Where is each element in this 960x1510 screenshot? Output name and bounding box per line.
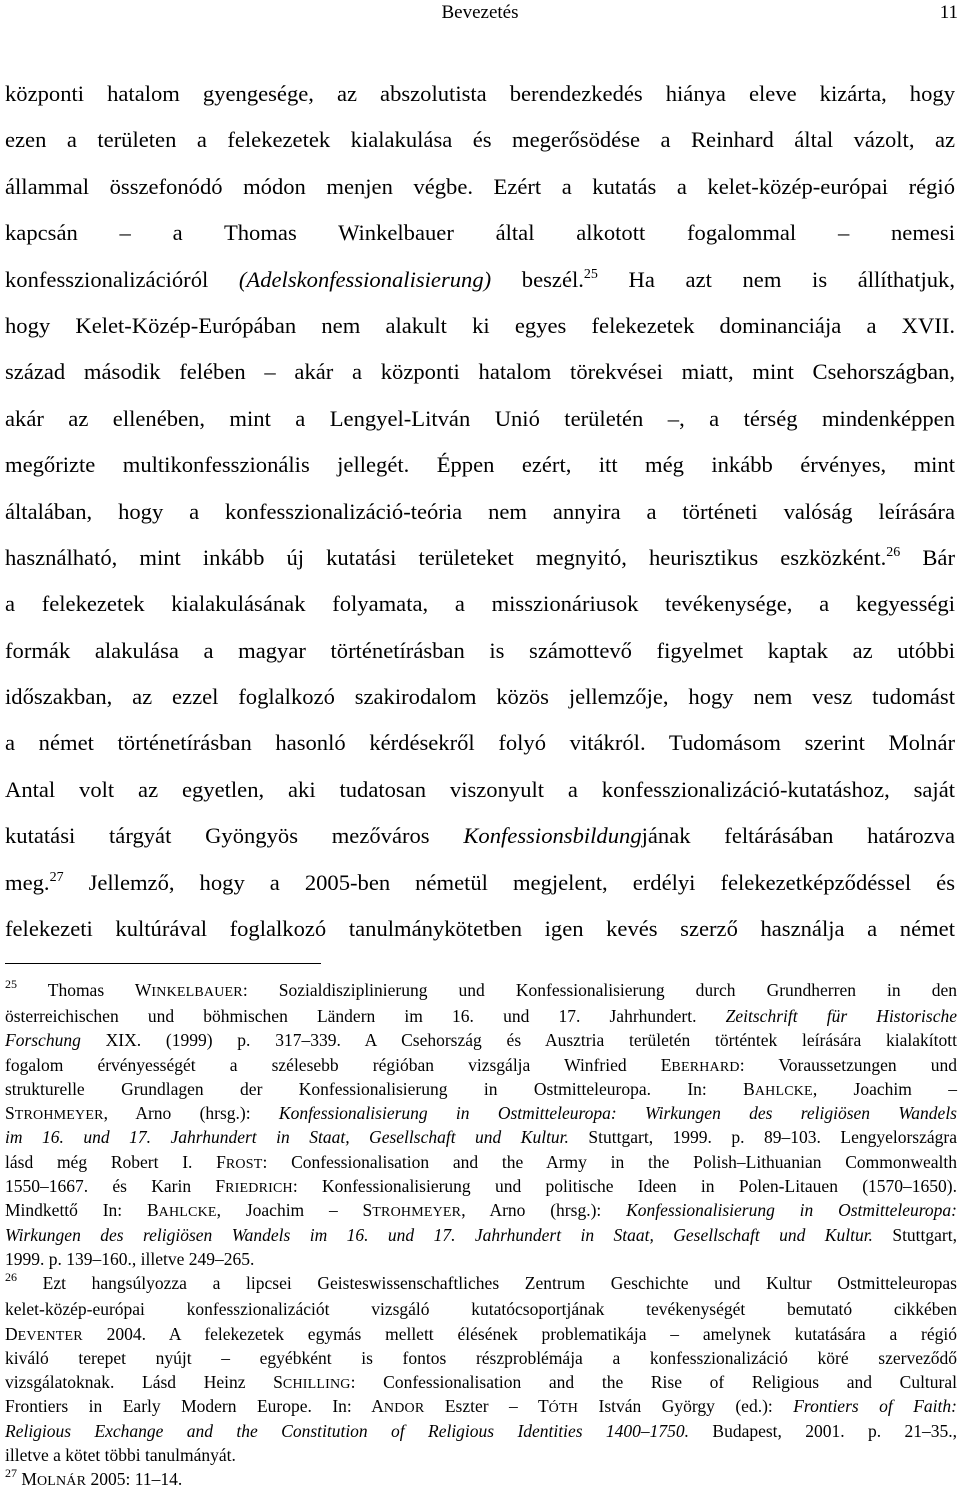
main-text — [5, 71, 955, 952]
text-line: állammal összefonódó módon menjen végbe. Ezért a kutatás a kelet-közép-európai régió — [5, 173, 955, 199]
text-line: formák alakulása a magyar történetírásban is számottevő figyelmet kaptak az utóbbi — [5, 637, 955, 663]
footnote-separator — [5, 963, 321, 964]
text-line: megőrizte multikonfesszionális jellegét. Éppen ezért, itt még inkább érvényes, mint — [5, 452, 955, 478]
footnote-line: Mindkettő In: BAHLCKE, Joachim – STROHMEYER, Arno (hrsg.): Konfessionalisierung in Ostmitteleuropa: — [5, 1200, 958, 1221]
footnote-line: 1550–1667. és Karin FRIEDRICH: Konfessionalisierung und politische Ideen in Polen-Litauen (1570–1650). — [5, 1176, 958, 1197]
text-line: felekezeti kultúrával foglalkozó tanulmánykötetben igen kevés szerző használja a német — [5, 916, 955, 942]
footnote-line: $^{25}$ Thomas WINKELBAUER: Sozialdisziplinierung und Konfessionalisierung durch Grundherren in den — [5, 977, 957, 1000]
footnotes — [5, 978, 957, 1493]
footnote-ref-27[interactable]: 27 — [49, 869, 64, 885]
footnote-line: Frontiers in Early Modern Europe. In: ANDOR Eszter – TÓTH István György (ed.): Frontiers of Faith: — [5, 1396, 957, 1417]
text-line: ezen a területen a felekezetek kialakulása és megerősödése a Reinhard által vázolt, az — [5, 127, 955, 153]
text-line: kapcsán – a Thomas Winkelbauer által alkotott fogalommal – nemesi — [5, 220, 955, 246]
page-number: 11 — [939, 2, 958, 23]
text-line: kutatási tárgyát Gyöngyös mezőváros Konfessionsbildungjának feltárásában határozva — [5, 823, 955, 849]
footnote-line: österreichischen und böhmischen Ländern im 16. und 17. Jahrhundert. Zeitschrift für Historische — [5, 1006, 958, 1026]
footnote-line: Wirkungen des religiösen Wandels im 16. und 17. Jahrhundert in Staat, Gesellschaft und Kultur. Stuttgart, — [5, 1224, 957, 1245]
footnote-27 — [5, 1467, 957, 1493]
footnote-line: vizsgálatoknak. Lásd Heinz SCHILLING: Confessionalisation and the Rise of Religious and Cultural — [5, 1372, 957, 1393]
text-line: központi hatalom gyengesége, az abszolutista berendezkedés hiánya eleve kizárta, hogy — [5, 81, 955, 106]
footnote-line: DEVENTER 2004. A felekezetek egymás mellett élésének problematikája – amelynek kutatására a régió — [5, 1323, 957, 1344]
text-line: Antal volt az egyetlen, aki tudatosan viszonyult a konfesszionalizáció-kutatáshoz, saját — [5, 776, 955, 802]
text-line: hogy Kelet-Közép-Európában nem alakult ki egyes felekezetek dominanciája a XVII. — [5, 312, 955, 338]
text-line: használható, mint inkább új kutatási területeket megnyitó, heurisztikus eszközként.$^{26}$ Bár — [5, 544, 955, 570]
footnote-ref-26[interactable]: 26 — [886, 544, 901, 560]
text-line: általában, hogy a konfesszionalizáció-teória nem annyira a történeti valóság leírására — [5, 498, 955, 524]
text-line: akár az ellenében, mint a Lengyel-Litván Unió területén –, a térség mindenképpen — [5, 405, 955, 431]
footnote-line: Forschung XIX. (1999) p. 317–339. A Csehország és Ausztria területén történtek leírására kialakított — [5, 1030, 957, 1051]
footnote-line: fogalom érvényességét a szélesebb régióban vizsgálja Winfried EBERHARD: Voraussetzungen und — [5, 1054, 958, 1075]
footnote-line: illetve a kötet többi tanulmányát. — [5, 1445, 236, 1466]
text-line: időszakban, az ezzel foglalkozó szakirodalom közös jellemzője, hogy nem vesz tudomást — [5, 684, 955, 710]
footnote-25 — [5, 978, 957, 1271]
footnote-26 — [5, 1271, 957, 1467]
footnote-ref-25[interactable]: 25 — [583, 266, 598, 282]
footnote-line: 1999. p. 139–160., illetve 249–265. — [5, 1248, 255, 1269]
footnote-line: strukturelle Grundlagen der Konfessionalisierung in Ostmitteleuropa. In: BAHLCKE, Joachim – — [5, 1078, 957, 1099]
footnote-line: im 16. und 17. Jahrhundert in Staat, Gesellschaft und Kultur. Stuttgart, 1999. p. 89–103. Lengyelországra — [5, 1127, 957, 1148]
footnote-mark: 26 — [5, 1270, 17, 1285]
footnote-line: kiváló terepet nyújt – egyébként is fontos részproblémája a konfesszionalizáció köré szerveződő — [5, 1347, 957, 1368]
body-paragraph — [5, 71, 955, 952]
footnote-line: $^{27}$ MOLNÁR 2005: 11–14. — [5, 1466, 183, 1490]
footnote-mark: 25 — [5, 977, 17, 991]
running-header-title: Bevezetés — [441, 2, 519, 23]
footnote-line: STROHMEYER, Arno (hrsg.): Konfessionalisierung in Ostmitteleuropa: Wirkungen des religiösen Wandels — [5, 1103, 957, 1124]
footnote-line: Religious Exchange and the Constitution of Religious Identities 1400–1750. Budapest, 2001. p. 21–35., — [5, 1420, 957, 1441]
footnote-line: lásd még Robert I. FROST: Confessionalisation and the Army in the Polish–Lithuanian Commonwealth — [5, 1151, 958, 1172]
text-line: a felekezetek kialakulásának folyamata, a misszionáriusok tevékenysége, a kegyességi — [5, 591, 955, 617]
text-line: konfesszionalizációról (Adelskonfessionalisierung) beszél.$^{25}$ Ha azt nem is állíthatjuk, — [5, 266, 956, 292]
text-line: meg.$^{27}$ Jellemző, hogy a 2005-ben németül megjelent, erdélyi felekezetképződéssel és — [5, 869, 955, 895]
footnote-line: $^{26}$ Ezt hangsúlyozza a lipcsei Geisteswissenschaftliches Zentrum Geschichte und Kultur Ostmitteleuropas — [5, 1270, 957, 1294]
footnote-mark: 27 — [5, 1466, 17, 1481]
text-line: a német történetírásban hasonló kérdésekről folyó vitákról. Tudomásom szerint Molnár — [5, 730, 955, 756]
footnote-line: kelet-közép-európai konfesszionalizációt vizsgáló kutatócsoportjának tevékenységét bemutató cikkében — [5, 1299, 957, 1320]
text-line: század második felében – akár a központi hatalom törekvései miatt, mint Csehországban, — [5, 359, 955, 385]
running-header — [0, 0, 960, 30]
